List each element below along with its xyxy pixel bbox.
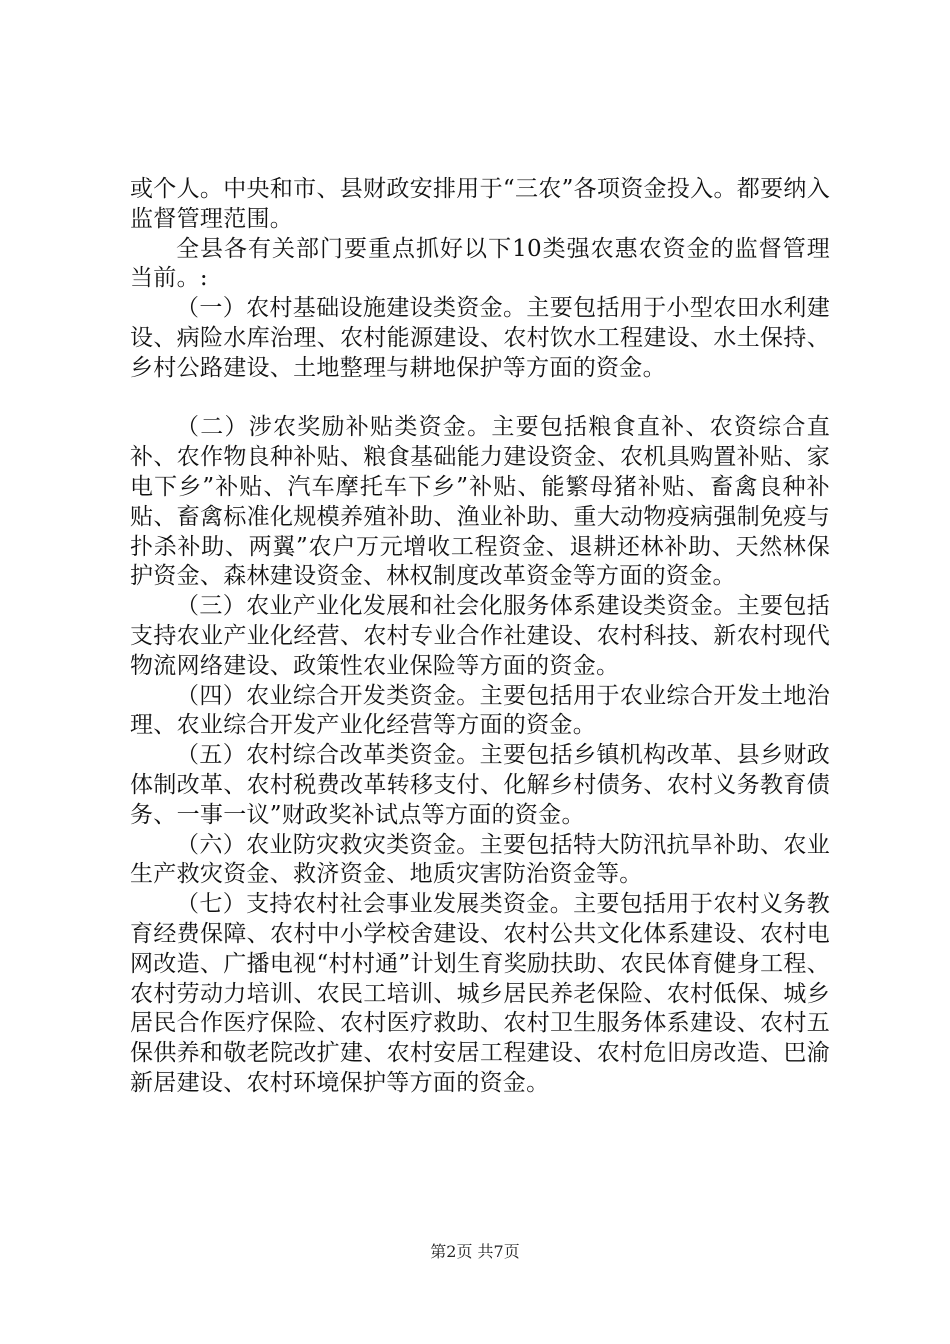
paragraph-item-4: （四）农业综合开发类资金。主要包括用于农业综合开发土地治理、农业综合开发产业化经营等方面的资金。 <box>130 682 830 739</box>
paragraph-item-3: （三）农业产业化发展和社会化服务体系建设类资金。主要包括支持农业产业化经营、农村专业合作社建设、农村科技、新农村现代物流网络建设、政策性农业保险等方面的资金。 <box>130 593 830 679</box>
paragraph-item-2: （二）涉农奖励补贴类资金。主要包括粮食直补、农资综合直补、农作物良种补贴、粮食基础能力建设资金、农机具购置补贴、家电下乡”补贴、汽车摩托车下乡”补贴、能繁母猪补贴、畜禽良种补贴、畜禽标准化规模养殖补助、渔业补助、重大动物疫病强制免疫与扑杀补助、两翼”农户万元增收工程资金、退耕还林补助、天然林保护资金、森林建设资金、林权制度改革资金等方面的资金。 <box>130 414 830 590</box>
paragraph-intro: 全县各有关部门要重点抓好以下10类强农惠农资金的监督管理当前。: <box>130 235 830 292</box>
paragraph-continuation: 或个人。中央和市、县财政安排用于“三农”各项资金投入。都要纳入监督管理范围。 <box>130 176 830 232</box>
page-number-footer: 第2页 共7页 <box>430 1242 520 1261</box>
paragraph-item-1: （一）农村基础设施建设类资金。主要包括用于小型农田水利建设、病险水库治理、农村能源建设、农村饮水工程建设、水土保持、乡村公路建设、土地整理与耕地保护等方面的资金。 <box>130 295 830 381</box>
paragraph-item-7: （七）支持农村社会事业发展类资金。主要包括用于农村义务教育经费保障、农村中小学校舍建设、农村公共文化体系建设、农村电网改造、广播电视“村村通”计划生育奖励扶助、农民体育健身工程、农村劳动力培训、农民工培训、城乡居民养老保险、农村低保、城乡居民合作医疗保险、农村医疗救助、农村卫生服务体系建设、农村五保供养和敬老院改扩建、农村安居工程建设、农村危旧房改造、巴渝新居建设、农村环境保护等方面的资金。 <box>130 891 830 1096</box>
paragraph-item-6: （六）农业防灾救灾类资金。主要包括特大防汛抗旱补助、农业生产救灾资金、救济资金、地质灾害防治资金等。 <box>130 831 830 888</box>
document-body <box>130 175 830 1099</box>
paragraph-item-5: （五）农村综合改革类资金。主要包括乡镇机构改革、县乡财政体制改革、农村税费改革转移支付、化解乡村债务、农村义务教育债务、一事一议”财政奖补试点等方面的资金。 <box>130 742 830 828</box>
